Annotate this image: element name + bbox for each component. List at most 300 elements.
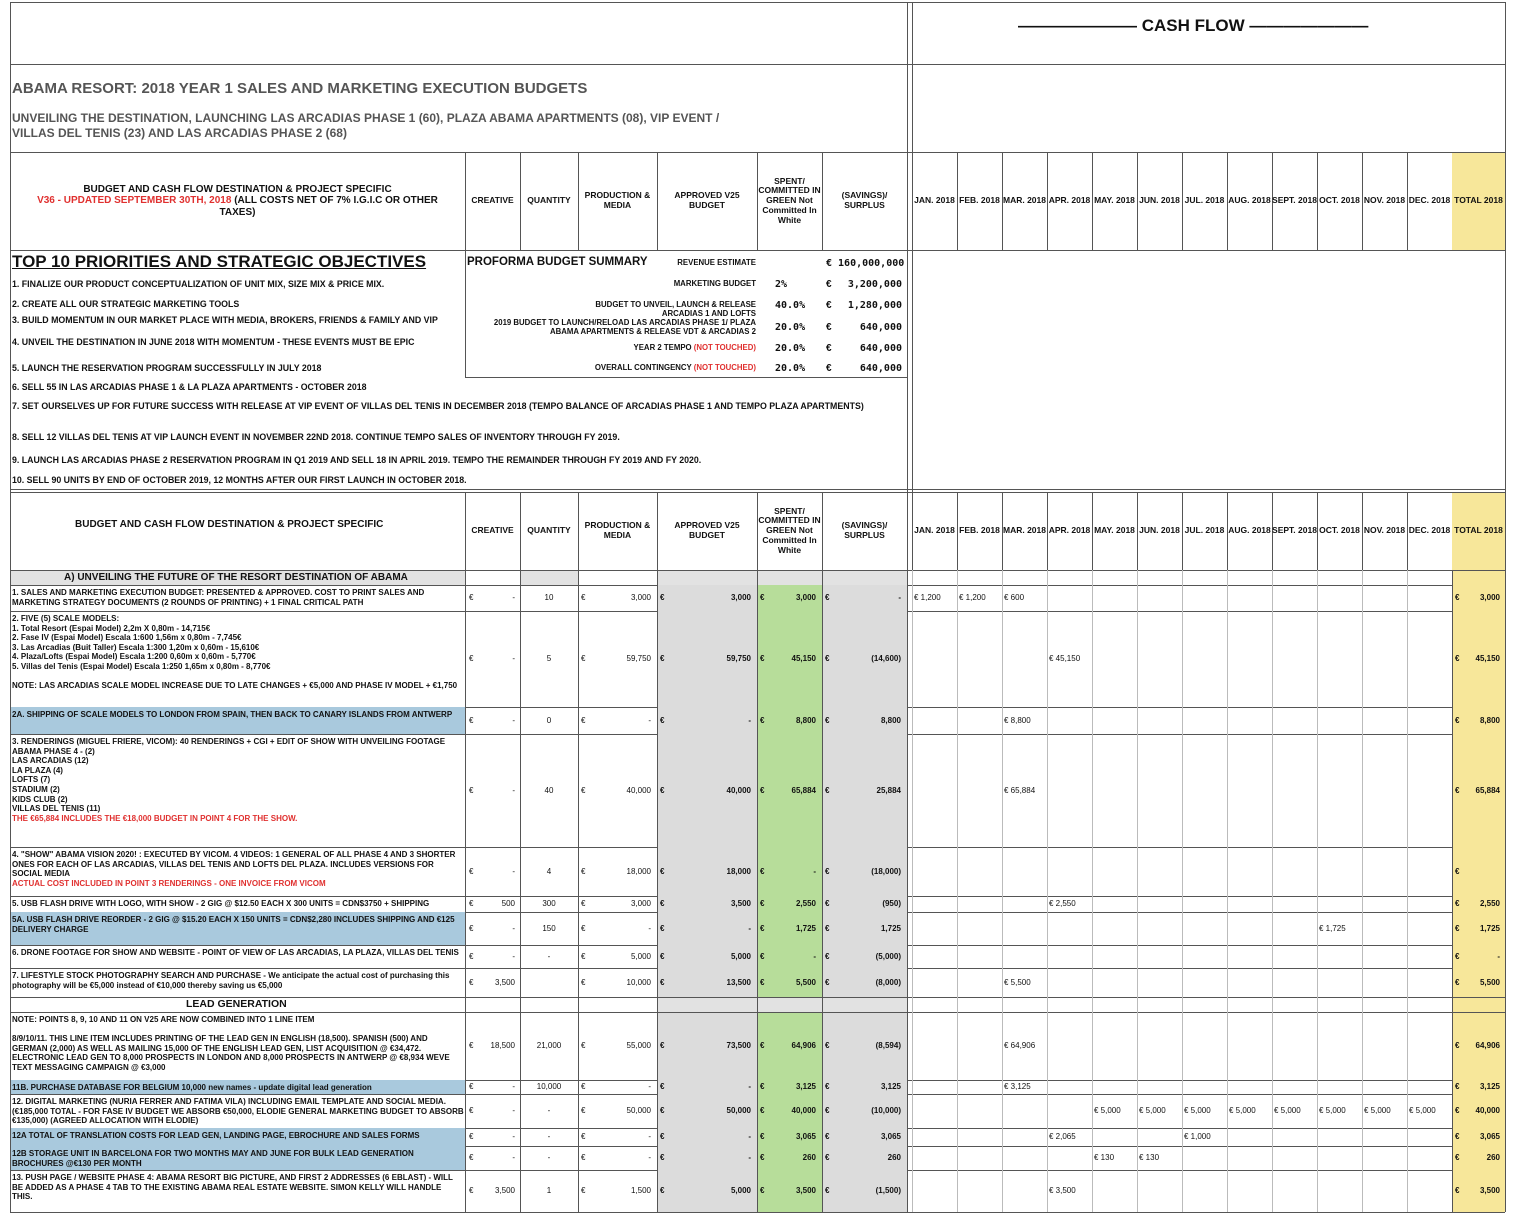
grid-line (1272, 570, 1273, 1212)
priority-item: 3. BUILD MOMENTUM IN OUR MARKET PLACE WITH MEDIA, BROKERS, FRIENDS & FAMILY AND VIP (12, 315, 438, 325)
creative-value: - (512, 1082, 515, 1091)
month-value: € 5,000 (1274, 1106, 1301, 1115)
euro-sign: € (825, 899, 830, 908)
euro-sign: € (581, 1186, 586, 1195)
priority-item: 8. SELL 12 VILLAS DEL TENIS AT VIP LAUNCH EVENT IN NOVEMBER 22ND 2018. CONTINUE TEMPO SALES OF INVENTORY THROUGH FY 2019. (12, 432, 620, 442)
row-description: 2. FIVE (5) SCALE MODELS: 1. Total Resort (Espai Model) 2,2m X 0,80m - 14,715€ 2. Fase IV (Espai Model) Escala 1:600 1,56m x 0,80m - 7,745€ 3. Las Arcadias (Buit Taller) Escala 1:300 1,20m x 0,60m - 15,610€ 4. Plaza/Lofts (Espai Model) Escala 1:200 0,60m x 0,60m - 5,770€ 5. Villas del Tenis (Espai Model) Escala 1:250 1,65m x 0,80m - 8,770€ NOTE: LAS ARCADIAS SCALE MODEL INCREASE DUE TO LATE CHANGES + €5,000 AND PHASE IV MODEL + €1,750 (12, 614, 458, 691)
month-value: € 3,125 (1004, 1082, 1031, 1091)
euro-sign: € (1455, 654, 1460, 663)
col-savings: (SAVINGS)/ SURPLUS (841, 190, 888, 210)
quantity-value: 10 (544, 593, 554, 602)
row-description: 5. USB FLASH DRIVE WITH LOGO, WITH SHOW - 2 GIG @ $12.50 EACH X 300 UNITS = CDN$3750 + SHIPPING (12, 899, 430, 908)
savings-value: (14,600) (871, 654, 901, 663)
subtitle: VILLAS DEL TENIS (23) AND LAS ARCADIAS PHASE 2 (68) (12, 126, 347, 140)
euro-sign: € (825, 923, 830, 933)
col-month: DEC. 2018 (1408, 195, 1451, 206)
proforma-pct: 40.0% (775, 300, 806, 311)
creative-value: 500 (501, 899, 515, 908)
grid-line (1407, 570, 1408, 1212)
creative-value: 3,500 (494, 977, 515, 987)
approved-value: - (748, 715, 751, 725)
spent-value: 3,065 (795, 1132, 816, 1141)
euro-sign: € (581, 1041, 586, 1050)
euro-sign: € (1455, 785, 1460, 795)
month-value: € 64,906 (1004, 1041, 1036, 1050)
euro-sign: € (660, 899, 665, 908)
lead-gen-title: LEAD GENERATION (186, 998, 287, 1010)
euro-sign: € (581, 923, 586, 933)
month-value: € 5,000 (1409, 1106, 1436, 1115)
grid-line (1182, 570, 1183, 1212)
border-top (10, 2, 1505, 3)
month-value: € 8,800 (1004, 715, 1031, 725)
col-month: SEPT. 2018 (1272, 525, 1317, 536)
grid-line (1317, 570, 1318, 1212)
grid-line (907, 489, 1505, 490)
total-value: 3,000 (1479, 593, 1500, 602)
euro-sign: € (825, 1106, 830, 1115)
euro-sign: € (760, 1132, 765, 1141)
euro-sign: € (581, 951, 586, 961)
grid-line (465, 250, 466, 377)
euro-sign: € (581, 715, 586, 725)
production-value: - (648, 1082, 651, 1091)
spent-value: 2,550 (795, 899, 816, 908)
col-creative: CREATIVE (471, 195, 514, 206)
euro-sign: € (660, 785, 665, 795)
spent-value: 45,150 (791, 654, 816, 663)
savings-value: 3,125 (880, 1082, 901, 1091)
euro-sign: € (1455, 951, 1460, 961)
euro-sign: € (469, 593, 474, 602)
col-month: NOV. 2018 (1363, 525, 1406, 536)
proforma-label: YEAR 2 TEMPO (NOT TOUCHED) (633, 343, 756, 352)
proforma-value: 640,000 (859, 343, 902, 354)
euro-sign: € (660, 1186, 665, 1195)
grid-line (465, 570, 466, 1212)
row-description: 11B. PURCHASE DATABASE FOR BELGIUM 10,000 new names - update digital lead generation (12, 1083, 372, 1092)
quantity-value: - (547, 1132, 551, 1141)
creative-value: - (512, 1132, 515, 1141)
priority-item: 9. LAUNCH LAS ARCADIAS PHASE 2 RESERVATION PROGRAM IN Q1 2019 AND SELL 18 IN APRIL 2019. TEMPO THE REMAINDER THROUGH FY 2019 AND FY 2020. (12, 455, 702, 465)
production-value: - (648, 1153, 651, 1162)
euro-sign: € (660, 1041, 665, 1050)
euro-sign: € (1455, 977, 1460, 987)
approved-value: 59,750 (726, 654, 751, 663)
quantity-value: 150 (542, 923, 556, 933)
priority-item: 10. SELL 90 UNITS BY END OF OCTOBER 2019, 12 MONTHS AFTER OUR FIRST LAUNCH IN OCTOBER 2018. (12, 475, 467, 485)
total-value: 65,884 (1475, 785, 1500, 795)
month-value: € 2,550 (1049, 899, 1076, 908)
euro-sign: € (469, 1132, 474, 1141)
month-value: € 5,000 (1364, 1106, 1391, 1115)
euro-sign: € (581, 1153, 586, 1162)
quantity-value: 1 (546, 1186, 552, 1195)
col-month: JAN. 2018 (914, 195, 955, 206)
euro-sign: € (469, 977, 474, 987)
total-value: 2,550 (1479, 899, 1500, 908)
col-approved: APPROVED V25 BUDGET (674, 190, 740, 210)
creative-value: 18,500 (490, 1041, 515, 1050)
grid-line (1227, 570, 1228, 1212)
euro-sign: € (825, 1082, 830, 1091)
euro-sign: € (581, 899, 586, 908)
total-bg (1452, 997, 1505, 1012)
euro-sign: € (469, 1186, 474, 1195)
euro-sign: € (660, 923, 665, 933)
approved-value: 73,500 (726, 1041, 751, 1050)
euro-sign: € (1455, 593, 1460, 602)
euro-sign: € (469, 1106, 474, 1115)
total-value: 40,000 (1475, 1106, 1500, 1115)
spent-value: 8,800 (795, 715, 816, 725)
savings-value: (10,000) (871, 1106, 901, 1115)
month-value: € 65,884 (1004, 785, 1036, 795)
euro-sign: € (469, 951, 474, 961)
savings-value: (8,594) (875, 1041, 901, 1050)
grid-line (907, 492, 908, 570)
month-value: € 1,725 (1319, 923, 1346, 933)
proforma-label: MARKETING BUDGET (673, 279, 756, 288)
header-bottom (10, 250, 1505, 251)
row-description: NOTE: POINTS 8, 9, 10 AND 11 ON V25 ARE NOW COMBINED INTO 1 LINE ITEM 8/9/10/11. THIS LINE ITEM INCLUDES PRINTING OF THE LEAD GEN IN ENGLISH (18,500). SPANISH (500) AND GERMAN (2,000) AS WELL AS MAILING 15,000 OF THE ENGLISH LEAD GEN, LIST ACQUISITION @ €34,472. ELECTRONIC LEAD GEN TO 8,000 PROSPECTS IN LONDON AND 8,000 PROSPECTS IN ANTWERP @ €8,934 WEVE TEXT MESSAGING CAMPAIGN @ €3,000 (12, 1015, 450, 1072)
euro-sign: € (825, 1186, 830, 1195)
col-total: TOTAL 2018 (1454, 525, 1503, 536)
col-month: DEC. 2018 (1408, 525, 1451, 536)
euro-sign: € (825, 654, 830, 663)
savings-value: (950) (882, 899, 901, 908)
creative-value: - (512, 866, 515, 876)
euro-sign: € (469, 1153, 474, 1162)
euro-sign: € (581, 654, 586, 663)
spent-value: 3,125 (795, 1082, 816, 1091)
proforma-pct: 20.0% (775, 322, 806, 333)
row-description: 5A. USB FLASH DRIVE REORDER - 2 GIG @ $15.20 EACH X 150 UNITS = CDN$2,280 INCLUDES SHIPPING AND €125 DELIVERY CHARGE (12, 915, 455, 934)
row-description: 3. RENDERINGS (MIGUEL FRIERE, VICOM): 40 RENDERINGS + CGI + EDIT OF SHOW WITH UNVEILING FOOTAGE ABAMA PHASE 4 - (2) LAS ARCADIAS (12) LA PLAZA (4) LOFTS (7) STADIUM (2) KIDS CLUB (2) VILLAS DEL TENIS (11) THE €65,884 INCLUDES THE €18,000 BUDGET IN POINT 4 FOR THE SHOW. (12, 737, 464, 847)
col-spent: SPENT/ COMMITTED IN GREEN Not Committed In White (758, 505, 821, 555)
grid-line (957, 570, 958, 1212)
grid-line (520, 570, 521, 1212)
border-left (10, 2, 11, 1212)
approved-value: 3,500 (730, 899, 751, 908)
euro-sign: € (760, 977, 765, 987)
month-value: € 130 (1139, 1153, 1160, 1162)
grid-line (912, 570, 913, 1212)
col-quantity: QUANTITY (527, 195, 571, 206)
savings-value: - (898, 593, 901, 602)
spent-value: 65,884 (791, 785, 816, 795)
euro-sign: € (760, 1153, 765, 1162)
section-bg (657, 571, 907, 585)
proforma-label: BUDGET TO UNVEIL, LAUNCH & RELEASE ARCADIAS 1 AND LOFTS (595, 300, 756, 319)
priority-item: 4. UNVEIL THE DESTINATION IN JUNE 2018 WITH MOMENTUM - THESE EVENTS MUST BE EPIC (12, 337, 415, 347)
grid-line (1137, 570, 1138, 1212)
col-approved: APPROVED V25 BUDGET (674, 520, 740, 540)
euro-sign: € (1455, 866, 1460, 876)
col-month: APR. 2018 (1048, 195, 1091, 206)
col-month: OCT. 2018 (1319, 525, 1360, 536)
proforma-value: 640,000 (859, 322, 902, 333)
euro-sign: € (825, 715, 830, 725)
euro-sign: € (1455, 899, 1460, 908)
col-month: AUG. 2018 (1228, 195, 1271, 206)
month-value: € 5,000 (1094, 1106, 1121, 1115)
approved-value: 18,000 (726, 866, 751, 876)
row-note: ACTUAL COST INCLUDED IN POINT 3 RENDERINGS - ONE INVOICE FROM VICOM (12, 878, 326, 888)
production-value: - (648, 923, 651, 933)
euro-sign: € (469, 654, 474, 663)
priorities-title: TOP 10 PRIORITIES AND STRATEGIC OBJECTIVES (12, 252, 427, 271)
euro-sign: € (581, 977, 586, 987)
quantity-value: 4 (546, 866, 552, 876)
col-production: PRODUCTION & MEDIA (584, 520, 651, 540)
quantity-value: - (547, 951, 551, 961)
row-description: 2A. SHIPPING OF SCALE MODELS TO LONDON FROM SPAIN, THEN BACK TO CANARY ISLANDS FROM ANTWERP (12, 710, 453, 719)
col-month: JUL. 2018 (1184, 525, 1225, 536)
month-value: € 2,065 (1049, 1132, 1076, 1141)
euro-sign: € (825, 977, 830, 987)
euro-sign: € (825, 1132, 830, 1141)
priority-item: 2. CREATE ALL OUR STRATEGIC MARKETING TOOLS (12, 299, 240, 309)
euro-sign: € (760, 951, 765, 961)
total-value: 45,150 (1475, 654, 1500, 663)
col-month: NOV. 2018 (1363, 195, 1406, 206)
savings-value: 260 (887, 1153, 901, 1162)
month-value: € 600 (1004, 593, 1025, 602)
euro-sign: € (760, 1186, 765, 1195)
euro-sign: € (760, 593, 765, 602)
euro-sign: € (469, 923, 474, 933)
euro-sign: € (825, 951, 830, 961)
savings-value: (5,000) (875, 951, 901, 961)
month-value: € 1,200 (959, 593, 986, 602)
spent-value: - (813, 951, 816, 961)
proforma-title: PROFORMA BUDGET SUMMARY (467, 256, 648, 268)
col-savings: (SAVINGS)/ SURPLUS (841, 520, 888, 540)
production-value: 1,500 (630, 1186, 651, 1195)
creative-value: - (512, 715, 515, 725)
section-bg (520, 571, 578, 585)
approved-value: 5,000 (730, 1186, 751, 1195)
row-description: 1. SALES AND MARKETING EXECUTION BUDGET: PRESENTED & APPROVED. COST TO PRINT SALES AND MARKETING STRATEGY DOCUMENTS (2 ROUNDS OF PRINTING) + 1 FINAL CRITICAL PATH (12, 588, 425, 607)
col-production: PRODUCTION & MEDIA (584, 190, 651, 210)
approved-value: - (748, 923, 751, 933)
col-month: FEB. 2018 (959, 525, 1000, 536)
month-value: € 5,000 (1139, 1106, 1166, 1115)
spent-value: 64,906 (791, 1041, 816, 1050)
grid-line (465, 377, 907, 378)
creative-value: - (512, 785, 515, 795)
euro-sign: € (826, 322, 832, 333)
creative-value: - (512, 654, 515, 663)
row-description: 12. DIGITAL MARKETING (NURIA FERRER AND FATIMA VILA) INCLUDING EMAIL TEMPLATE AND SOCIAL MEDIA. (€185,000 TOTAL - FOR FASE IV BUDGET WE ABSORB €50,000, ELODIE GENERAL MARKETING BUDGET TO ABSORB €135,000) (AGREED ALLOCATION WITH ELODIE) (12, 1097, 464, 1126)
spent-value: - (813, 866, 816, 876)
proforma-note: (NOT TOUCHED) (691, 363, 756, 372)
col-spent: SPENT/ COMMITTED IN GREEN Not Committed In White (758, 175, 821, 225)
euro-sign: € (469, 715, 474, 725)
priority-item: 1. FINALIZE OUR PRODUCT CONCEPTUALIZATION OF UNIT MIX, SIZE MIX & PRICE MIX. (12, 279, 385, 289)
total-bg (1452, 571, 1505, 585)
savings-value: 25,884 (876, 785, 901, 795)
col-total: TOTAL 2018 (1454, 195, 1503, 206)
euro-sign: € (825, 1041, 830, 1050)
euro-sign: € (760, 866, 765, 876)
section-a-title: A) UNVEILING THE FUTURE OF THE RESORT DESTINATION OF ABAMA (64, 572, 408, 583)
header-title: BUDGET AND CASH FLOW DESTINATION & PROJECT SPECIFIC (75, 519, 384, 531)
total-value: 64,906 (1475, 1041, 1500, 1050)
month-value: € 5,000 (1229, 1106, 1256, 1115)
spent-value: 3,500 (795, 1186, 816, 1195)
quantity-value: - (547, 1153, 551, 1162)
production-value: 3,000 (630, 593, 651, 602)
euro-sign: € (660, 1106, 665, 1115)
col-month: APR. 2018 (1048, 525, 1091, 536)
approved-value: - (748, 1132, 751, 1141)
approved-value: 50,000 (726, 1106, 751, 1115)
col-month: MAY. 2018 (1094, 195, 1135, 206)
month-value: € 5,000 (1319, 1106, 1346, 1115)
spent-value: 260 (802, 1153, 816, 1162)
euro-sign: € (1455, 1132, 1460, 1141)
approved-value: - (748, 1082, 751, 1091)
proforma-value: 640,000 (859, 363, 902, 374)
month-value: € 3,500 (1049, 1186, 1076, 1195)
production-value: 5,000 (630, 951, 651, 961)
quantity-value: 0 (546, 715, 552, 725)
cashflow-title: ——————— CASH FLOW ——————— (1018, 16, 1369, 35)
proforma-label: REVENUE ESTIMATE (677, 258, 756, 267)
page-title: ABAMA RESORT: 2018 YEAR 1 SALES AND MARKETING EXECUTION BUDGETS (12, 80, 588, 97)
col-month: SEPT. 2018 (1272, 195, 1317, 206)
border-right (1505, 2, 1506, 1212)
col-quantity: QUANTITY (527, 525, 571, 536)
production-value: - (648, 715, 651, 725)
euro-sign: € (1455, 1082, 1460, 1091)
spent-value: 5,500 (795, 977, 816, 987)
col-creative: CREATIVE (471, 525, 514, 536)
proforma-value: € 160,000,000 (826, 258, 905, 269)
euro-sign: € (660, 715, 665, 725)
grid-line (1452, 570, 1453, 1212)
header-title (20, 152, 455, 250)
month-value: € 45,150 (1049, 654, 1081, 663)
priority-item: 6. SELL 55 IN LAS ARCADIAS PHASE 1 & LA PLAZA APARTMENTS - OCTOBER 2018 (12, 382, 367, 392)
total-bg (1452, 847, 1505, 896)
euro-sign: € (660, 1132, 665, 1141)
section-bg (657, 997, 907, 1012)
creative-value: - (512, 923, 515, 933)
production-value: - (648, 1132, 651, 1141)
euro-sign: € (760, 654, 765, 663)
row-description: 4. "SHOW" ABAMA VISION 2020! : EXECUTED BY VICOM. 4 VIDEOS: 1 GENERAL OF ALL PHASE 4 AND 3 SHORTER ONES FOR EACH OF LAS ARCADIAS, VILLAS DEL TENIS AND LOFTS DEL PLAZA. INCLUDES VERSIONS FOR SOCIAL MEDIA ACTUAL COST INCLUDED IN POINT 3 RENDERINGS - ONE INVOICE FROM VICOM (12, 850, 464, 896)
col-month: MAR. 2018 (1003, 525, 1046, 536)
total-value: 260 (1486, 1153, 1500, 1162)
grid-line (757, 570, 758, 1212)
quantity-value: 5 (546, 654, 552, 663)
euro-sign: € (1455, 1106, 1460, 1115)
spent-value: 3,000 (795, 593, 816, 602)
grid-line (657, 570, 658, 1212)
euro-sign: € (581, 1082, 586, 1091)
quantity-value: 21,000 (536, 1041, 562, 1050)
proforma-pct: 20.0% (775, 363, 806, 374)
row-note: THE €65,884 INCLUDES THE €18,000 BUDGET IN POINT 4 FOR THE SHOW. (12, 813, 298, 823)
euro-sign: € (660, 866, 665, 876)
header-title-text: BUDGET AND CASH FLOW DESTINATION & PROJECT SPECIFIC (83, 183, 392, 195)
approved-value: 3,000 (730, 593, 751, 602)
priority-item: 7. SET OURSELVES UP FOR FUTURE SUCCESS WITH RELEASE AT VIP EVENT OF VILLAS DEL TENIS IN DECEMBER 2018 (TEMPO BALANCE OF ARCADIAS PHASE 1 AND TEMPO PLAZA APARTMENTS) (12, 401, 864, 411)
row-description: 7. LIFESTYLE STOCK PHOTOGRAPHY SEARCH AND PURCHASE - We anticipate the actual cost of purchasing this photography will be €5,000 instead of €10,000 thereby saving us €5,000 (12, 971, 450, 990)
month-value: € 5,000 (1184, 1106, 1211, 1115)
header-version: V36 - UPDATED SEPTEMBER 30TH, 2018 (ALL COSTS NET OF 7% I.G.I.C OR OTHER TAXES) (37, 195, 438, 218)
production-value: 50,000 (626, 1106, 651, 1115)
total-value: 3,065 (1479, 1132, 1500, 1141)
savings-value: (8,000) (875, 977, 901, 987)
quantity-value: 40 (544, 785, 554, 795)
euro-sign: € (469, 899, 474, 908)
euro-sign: € (760, 1106, 765, 1115)
col-month: FEB. 2018 (959, 195, 1000, 206)
savings-value: 3,065 (880, 1132, 901, 1141)
euro-sign: € (1455, 1186, 1460, 1195)
euro-sign: € (1455, 1041, 1460, 1050)
euro-sign: € (825, 593, 830, 602)
spent-value: 1,725 (795, 923, 816, 933)
row-description: 13. PUSH PAGE / WEBSITE PHASE 4: ABAMA RESORT BIG PICTURE, AND FIRST 2 ADDRESSES (6 EBLAST) - WILL BE ADDED AS A PHASE 4 TAB TO THE EXISTING ABAMA REAL ESTATE WEBSITE. SIMON KELLY WILL HANDLE THIS. (12, 1173, 453, 1202)
euro-sign: € (660, 1153, 665, 1162)
approved-value: 40,000 (726, 785, 751, 795)
production-value: 59,750 (626, 654, 651, 663)
euro-sign: € (469, 866, 474, 876)
col-month: JUL. 2018 (1184, 195, 1225, 206)
euro-sign: € (660, 977, 665, 987)
creative-value: - (512, 1106, 515, 1115)
euro-sign: € (469, 1041, 474, 1050)
col-month: JUN. 2018 (1139, 195, 1180, 206)
euro-sign: € (660, 951, 665, 961)
euro-sign: € (826, 279, 832, 290)
grid-line (578, 570, 579, 1212)
total-value: 3,125 (1479, 1082, 1500, 1091)
grid-line (907, 152, 908, 250)
grid-line (1092, 570, 1093, 1212)
euro-sign: € (469, 785, 474, 795)
savings-value: (18,000) (871, 866, 901, 876)
total-value: 8,800 (1479, 715, 1500, 725)
month-value: € 5,500 (1004, 977, 1031, 987)
euro-sign: € (760, 899, 765, 908)
euro-sign: € (760, 715, 765, 725)
grid-line (822, 570, 823, 1212)
euro-sign: € (581, 785, 586, 795)
grid-line (907, 570, 908, 1212)
grid-line (1002, 570, 1003, 1212)
approved-value: - (748, 1153, 751, 1162)
euro-sign: € (660, 1082, 665, 1091)
production-value: 18,000 (626, 866, 651, 876)
euro-sign: € (760, 1041, 765, 1050)
col-month: JUN. 2018 (1139, 525, 1180, 536)
approved-value: 13,500 (726, 977, 751, 987)
euro-sign: € (826, 300, 832, 311)
creative-value: - (512, 1153, 515, 1162)
euro-sign: € (826, 343, 832, 354)
grid-line (1362, 570, 1363, 1212)
euro-sign: € (581, 1132, 586, 1141)
production-value: 55,000 (626, 1041, 651, 1050)
quantity-value: 10,000 (536, 1082, 562, 1091)
euro-sign: € (1455, 715, 1460, 725)
